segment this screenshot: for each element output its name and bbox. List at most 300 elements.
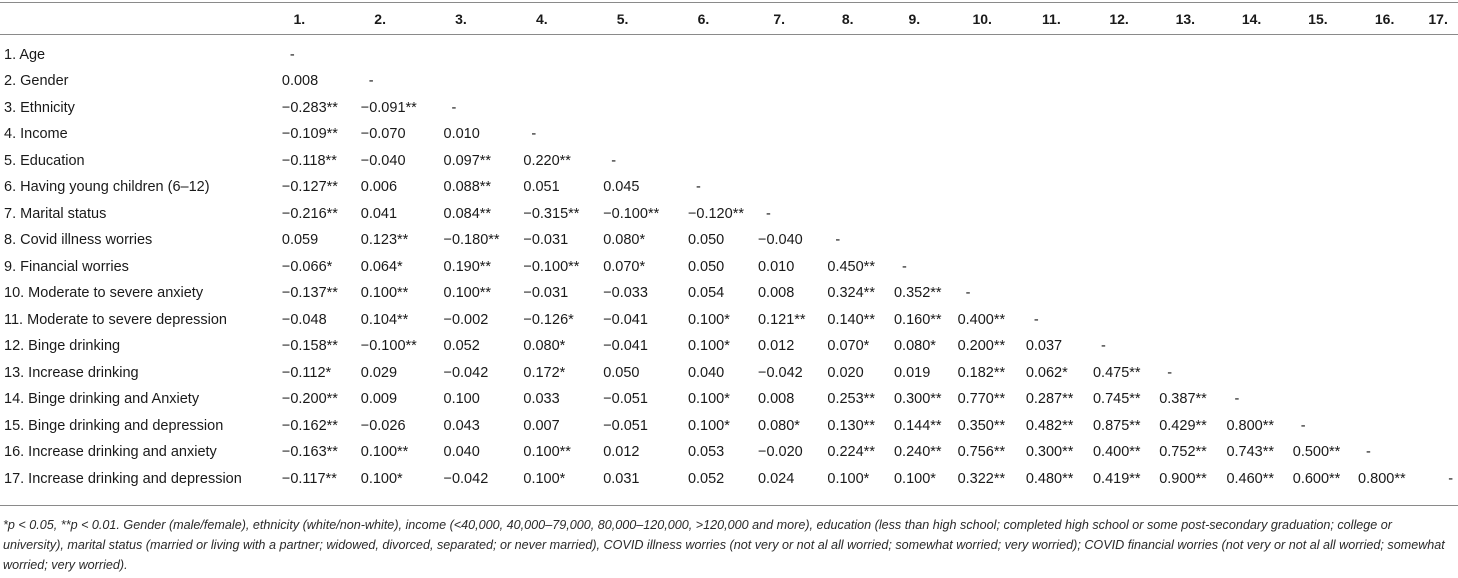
empty-cell (582, 121, 663, 148)
table-cell: 0.040 (443, 444, 480, 461)
empty-cell (814, 34, 881, 68)
table-cell: −0.042 (757, 364, 803, 381)
empty-cell (1152, 227, 1218, 254)
table-cell: - (451, 99, 457, 116)
table-cell: 0.800** (1358, 470, 1406, 487)
empty-cell (1418, 280, 1458, 307)
table-cell: −0.120** (687, 205, 744, 222)
table-row (0, 227, 1458, 254)
empty-cell (1351, 95, 1418, 122)
table-cell: −0.031 (523, 285, 569, 302)
empty-cell (1285, 148, 1351, 175)
empty-cell (1285, 280, 1351, 307)
table-cell: −0.091** (360, 99, 417, 116)
table-cell: 0.770** (957, 391, 1006, 408)
empty-cell (881, 34, 948, 68)
table-cell: 0.182** (957, 364, 1006, 381)
table-cell: 0.100* (360, 470, 403, 487)
table-cell: 0.050 (687, 232, 725, 249)
empty-cell (744, 121, 814, 148)
table-cell: −0.051 (603, 417, 648, 434)
table-cell: −0.033 (603, 285, 648, 302)
table-cell: −0.315** (523, 205, 580, 222)
table-cell: 0.352** (893, 285, 942, 302)
table-cell: 0.324** (827, 285, 875, 302)
table-cell: −0.127** (281, 179, 338, 196)
table-cell: 0.012 (757, 338, 795, 355)
table-cell: 0.052 (687, 470, 725, 487)
table-cell: 0.100* (687, 391, 730, 408)
table-cell: −0.109** (281, 126, 338, 143)
empty-cell (1017, 68, 1086, 95)
table-cell: 0.756** (957, 444, 1006, 461)
table-cell: 0.080* (757, 417, 800, 434)
table-cell: 0.019 (893, 364, 931, 381)
empty-cell (1418, 34, 1458, 68)
empty-cell (1285, 34, 1351, 68)
empty-cell (1218, 148, 1284, 175)
table-cell: 0.220** (523, 152, 571, 169)
empty-cell (1351, 333, 1418, 360)
table-cell: - (1448, 470, 1454, 487)
table-cell: −0.283** (281, 99, 338, 116)
table-cell: −0.126* (523, 311, 574, 328)
table-row (0, 121, 1458, 148)
table-cell: 0.059 (281, 232, 319, 249)
table-cell: 0.224** (827, 444, 875, 461)
table-cell: - (1234, 391, 1240, 408)
table-row (0, 439, 1458, 466)
row-label: 10. Moderate to severe anxiety (4, 285, 204, 302)
table-cell: 0.104** (360, 311, 409, 328)
table-cell: −0.042 (443, 470, 489, 487)
empty-cell (948, 68, 1017, 95)
table-cell: 0.040 (687, 364, 725, 381)
empty-cell (582, 95, 663, 122)
empty-cell (1086, 121, 1152, 148)
header-col-16: 16. (1374, 10, 1395, 27)
empty-cell (1351, 201, 1418, 228)
row-label: 12. Binge drinking (4, 338, 121, 355)
empty-cell (663, 121, 744, 148)
empty-cell (1285, 68, 1351, 95)
table-cell: 0.008 (757, 285, 795, 302)
empty-cell (1418, 360, 1458, 387)
table-cell: 0.080* (893, 338, 936, 355)
table-cell: 0.100** (360, 444, 409, 461)
table-cell: 0.012 (603, 444, 640, 461)
table-cell: - (965, 285, 971, 302)
row-label: 5. Education (4, 152, 85, 169)
empty-cell (1351, 360, 1418, 387)
row-label: 8. Covid illness worries (4, 232, 153, 249)
empty-cell (1218, 68, 1284, 95)
empty-cell (1086, 34, 1152, 68)
empty-cell (1086, 95, 1152, 122)
table-cell: 0.051 (523, 179, 560, 196)
table-cell: −0.070 (360, 126, 406, 143)
correlation-table (0, 3, 1458, 492)
empty-cell (881, 174, 948, 201)
table-row (0, 386, 1458, 413)
table-cell: 0.745** (1092, 391, 1141, 408)
table-row (0, 34, 1458, 68)
row-label: 7. Marital status (4, 205, 107, 222)
empty-cell (1218, 333, 1284, 360)
empty-cell (1285, 307, 1351, 334)
empty-cell (582, 68, 663, 95)
empty-cell (1086, 227, 1152, 254)
table-cell: 0.123** (360, 232, 409, 249)
empty-cell (1418, 413, 1458, 440)
table-cell: - (695, 179, 701, 196)
table-cell: 0.100 (443, 391, 480, 408)
empty-cell (881, 148, 948, 175)
empty-cell (663, 68, 744, 95)
empty-cell (1218, 254, 1284, 281)
empty-cell (1152, 121, 1218, 148)
table-cell: 0.300** (893, 391, 942, 408)
empty-cell (814, 95, 881, 122)
table-cell: - (1100, 338, 1106, 355)
table-cell: 0.006 (360, 179, 398, 196)
table-row (0, 254, 1458, 281)
empty-cell (1152, 68, 1218, 95)
empty-cell (1152, 95, 1218, 122)
table-cell: 0.387** (1159, 391, 1207, 408)
row-label: 14. Binge drinking and Anxiety (4, 391, 200, 408)
empty-cell (1152, 333, 1218, 360)
table-cell: 0.088** (443, 179, 492, 196)
table-cell: 0.500** (1292, 444, 1341, 461)
table-cell: −0.137** (281, 285, 338, 302)
row-label: 16. Increase drinking and anxiety (4, 444, 217, 461)
header-col-5: 5. (616, 10, 629, 27)
empty-cell (1086, 68, 1152, 95)
empty-cell (1017, 95, 1086, 122)
row-label: 2. Gender (4, 73, 69, 90)
empty-cell (1218, 174, 1284, 201)
table-cell: - (531, 126, 537, 143)
table-cell: 0.322** (957, 470, 1006, 487)
table-cell: 0.080* (523, 338, 566, 355)
header-col-14: 14. (1241, 10, 1262, 27)
table-cell: 0.800** (1226, 417, 1275, 434)
table-cell: 0.031 (603, 470, 640, 487)
empty-cell (1418, 201, 1458, 228)
empty-cell (1351, 174, 1418, 201)
table-cell: - (1366, 444, 1371, 461)
row-label: 6. Having young children (6–12) (4, 179, 210, 196)
empty-cell (1218, 201, 1284, 228)
header-col-8: 8. (841, 10, 854, 27)
empty-cell (948, 34, 1017, 68)
table-cell: −0.163** (281, 444, 338, 461)
empty-cell (744, 68, 814, 95)
table-cell: 0.600** (1292, 470, 1341, 487)
empty-cell (1285, 227, 1351, 254)
empty-cell (1418, 121, 1458, 148)
table-cell: 0.041 (360, 205, 398, 222)
empty-cell (1218, 95, 1284, 122)
table-cell: 0.475** (1092, 364, 1141, 381)
empty-cell (744, 174, 814, 201)
table-cell: −0.042 (443, 364, 489, 381)
table-cell: 0.350** (957, 417, 1006, 434)
header-col-6: 6. (697, 10, 710, 27)
table-cell: 0.875** (1092, 417, 1141, 434)
table-cell: −0.100** (360, 338, 417, 355)
empty-cell (663, 34, 744, 68)
empty-cell (501, 68, 582, 95)
header-col-15: 15. (1308, 10, 1328, 27)
empty-cell (1418, 227, 1458, 254)
empty-cell (1351, 386, 1418, 413)
table-cell: 0.100** (443, 285, 492, 302)
empty-cell (881, 68, 948, 95)
table-cell: - (289, 47, 295, 63)
empty-cell (582, 34, 663, 68)
table-footnote: *p < 0.05, **p < 0.01. Gender (male/female), ethnicity (white/non-white), income (<40,000, 40,000–79,000, 80,000–120,000, >120,000 and more), education (less than high school; completed high school or some post-secondary graduation; college or university), marital status (married or living with a partner; widowed, divorced, separated; or never married), COVID illness worries (not very or not al all worried; somewhat worried; very worried); COVID financial worries (not very or not al all worried; somewhat worried; very worried). (3, 518, 1445, 572)
empty-cell (1218, 360, 1284, 387)
table-cell: −0.031 (523, 232, 569, 249)
empty-cell (421, 34, 502, 68)
empty-cell (1017, 148, 1086, 175)
empty-cell (1218, 280, 1284, 307)
table-cell: 0.097** (443, 152, 492, 169)
empty-cell (814, 121, 881, 148)
table-cell: −0.180** (443, 232, 500, 249)
empty-cell (744, 95, 814, 122)
empty-cell (1418, 307, 1458, 334)
empty-cell (1285, 360, 1351, 387)
table-cell: 0.024 (757, 470, 795, 487)
table-cell: −0.040 (757, 232, 803, 249)
table-cell: 0.200** (957, 338, 1006, 355)
table-cell: −0.041 (603, 311, 648, 328)
empty-cell (1218, 227, 1284, 254)
table-cell: 0.240** (893, 444, 942, 461)
empty-cell (1017, 227, 1086, 254)
empty-cell (1418, 174, 1458, 201)
empty-cell (1152, 34, 1218, 68)
empty-cell (1017, 34, 1086, 68)
table-cell: −0.048 (281, 311, 327, 328)
table-cell: 0.020 (827, 364, 864, 381)
table-cell: 0.130** (827, 417, 875, 434)
empty-cell (1086, 201, 1152, 228)
table-cell: 0.010 (757, 258, 795, 275)
table-row (0, 68, 1458, 95)
table-cell: 0.033 (523, 391, 560, 408)
header-variable (0, 3, 259, 34)
empty-cell (1152, 201, 1218, 228)
empty-cell (1152, 174, 1218, 201)
table-cell: −0.020 (757, 444, 803, 461)
empty-cell (1285, 174, 1351, 201)
empty-cell (1218, 121, 1284, 148)
table-cell: 0.070* (827, 338, 870, 355)
table-cell: 0.144** (893, 417, 942, 434)
table-cell: −0.002 (443, 311, 489, 328)
row-label: 4. Income (4, 126, 68, 143)
table-cell: 0.009 (360, 391, 398, 408)
table-cell: 0.100** (523, 444, 571, 461)
table-cell: 0.450** (827, 258, 875, 275)
table-cell: - (1300, 417, 1306, 434)
header-col-17: 17. (1428, 10, 1448, 27)
table-cell: −0.200** (281, 391, 338, 408)
table-cell: 0.752** (1159, 444, 1207, 461)
empty-cell (421, 68, 502, 95)
table-cell: 0.029 (360, 364, 398, 381)
row-label: 11. Moderate to severe depression (4, 311, 228, 328)
header-col-4: 4. (535, 10, 548, 27)
table-cell: 0.480** (1025, 470, 1074, 487)
empty-cell (1017, 174, 1086, 201)
empty-cell (1152, 280, 1218, 307)
table-cell: 0.160** (893, 311, 942, 328)
header-col-10: 10. (972, 10, 992, 27)
table-row (0, 413, 1458, 440)
table-cell: −0.040 (360, 152, 406, 169)
table-cell: - (368, 73, 374, 90)
row-label: 3. Ethnicity (4, 99, 75, 116)
empty-cell (1418, 254, 1458, 281)
empty-cell (814, 68, 881, 95)
empty-cell (948, 174, 1017, 201)
table-row (0, 360, 1458, 387)
empty-cell (948, 227, 1017, 254)
empty-cell (1285, 201, 1351, 228)
empty-cell (948, 254, 1017, 281)
empty-cell (1086, 254, 1152, 281)
empty-cell (1017, 280, 1086, 307)
empty-cell (1418, 386, 1458, 413)
empty-cell (663, 95, 744, 122)
empty-cell (1285, 95, 1351, 122)
row-label: 15. Binge drinking and depression (4, 417, 224, 434)
table-cell: −0.026 (360, 417, 406, 434)
table-cell: 0.084** (443, 205, 492, 222)
empty-cell (948, 121, 1017, 148)
table-cell: 0.400** (1092, 444, 1141, 461)
table-cell: - (765, 205, 771, 222)
header-col-9: 9. (908, 10, 921, 27)
table-cell: 0.007 (523, 417, 560, 434)
header-col-1: 1. (293, 10, 306, 27)
empty-cell (881, 95, 948, 122)
empty-cell (1285, 121, 1351, 148)
table-cell: 0.008 (757, 391, 795, 408)
table-cell: 0.460** (1226, 470, 1275, 487)
empty-cell (881, 227, 948, 254)
table-cell: - (611, 152, 617, 169)
table-row (0, 307, 1458, 334)
header-col-12: 12. (1109, 10, 1129, 27)
empty-cell (948, 201, 1017, 228)
table-cell: −0.066* (281, 258, 333, 275)
table-cell: 0.100* (893, 470, 936, 487)
empty-cell (1086, 307, 1152, 334)
table-cell: 0.429** (1159, 417, 1207, 434)
table-cell: 0.037 (1025, 338, 1063, 355)
table-cell: 0.100* (523, 470, 566, 487)
empty-cell (814, 201, 881, 228)
table-cell: −0.158** (281, 338, 338, 355)
table-cell: −0.216** (281, 205, 338, 222)
table-cell: 0.287** (1025, 391, 1074, 408)
empty-cell (1152, 254, 1218, 281)
table-cell: −0.100** (603, 205, 660, 222)
table-cell: −0.100** (523, 258, 580, 275)
row-label: 1. Age (4, 47, 46, 63)
table-cell: 0.052 (443, 338, 480, 355)
empty-cell (948, 148, 1017, 175)
table-cell: - (835, 232, 841, 249)
empty-cell (1218, 307, 1284, 334)
empty-cell (881, 201, 948, 228)
table-cell: −0.051 (603, 391, 648, 408)
table-cell: 0.100** (360, 285, 409, 302)
empty-cell (1152, 307, 1218, 334)
table-cell: 0.140** (827, 311, 875, 328)
table-cell: 0.190** (443, 258, 492, 275)
header-col-7: 7. (773, 10, 786, 27)
empty-cell (744, 34, 814, 68)
table-cell: - (1167, 364, 1173, 381)
empty-cell (1351, 227, 1418, 254)
table-cell: 0.010 (443, 126, 480, 143)
table-cell: - (1033, 311, 1039, 328)
table-cell: - (901, 258, 907, 275)
empty-cell (1418, 95, 1458, 122)
table-cell: 0.253** (827, 391, 875, 408)
table-cell: −0.118** (281, 152, 337, 169)
empty-cell (1152, 148, 1218, 175)
bottom-rule (0, 505, 1458, 506)
header-row (0, 3, 1458, 34)
table-cell: 0.045 (603, 179, 640, 196)
table-cell: 0.400** (957, 311, 1006, 328)
table-cell: 0.062* (1025, 364, 1068, 381)
empty-cell (1418, 148, 1458, 175)
header-col-13: 13. (1175, 10, 1196, 27)
table-row (0, 333, 1458, 360)
header-col-3: 3. (455, 10, 467, 27)
table-cell: 0.743** (1226, 444, 1275, 461)
table-cell: 0.100* (687, 417, 730, 434)
table-cell: 0.054 (687, 285, 725, 302)
empty-cell (1418, 68, 1458, 95)
table-cell: 0.482** (1025, 417, 1074, 434)
table-row (0, 174, 1458, 201)
row-label: 9. Financial worries (4, 258, 129, 275)
empty-cell (1351, 34, 1418, 68)
table-cell: 0.900** (1159, 470, 1207, 487)
table-cell: 0.100* (687, 338, 730, 355)
empty-cell (1285, 254, 1351, 281)
table-cell: 0.100* (687, 311, 730, 328)
table-cell: −0.041 (603, 338, 648, 355)
empty-cell (1351, 148, 1418, 175)
empty-cell (1285, 386, 1351, 413)
empty-cell (1351, 413, 1418, 440)
table-cell: −0.117** (281, 470, 337, 487)
table-cell: 0.419** (1092, 470, 1141, 487)
table-cell: −0.162** (281, 417, 338, 434)
table-cell: 0.050 (603, 364, 640, 381)
